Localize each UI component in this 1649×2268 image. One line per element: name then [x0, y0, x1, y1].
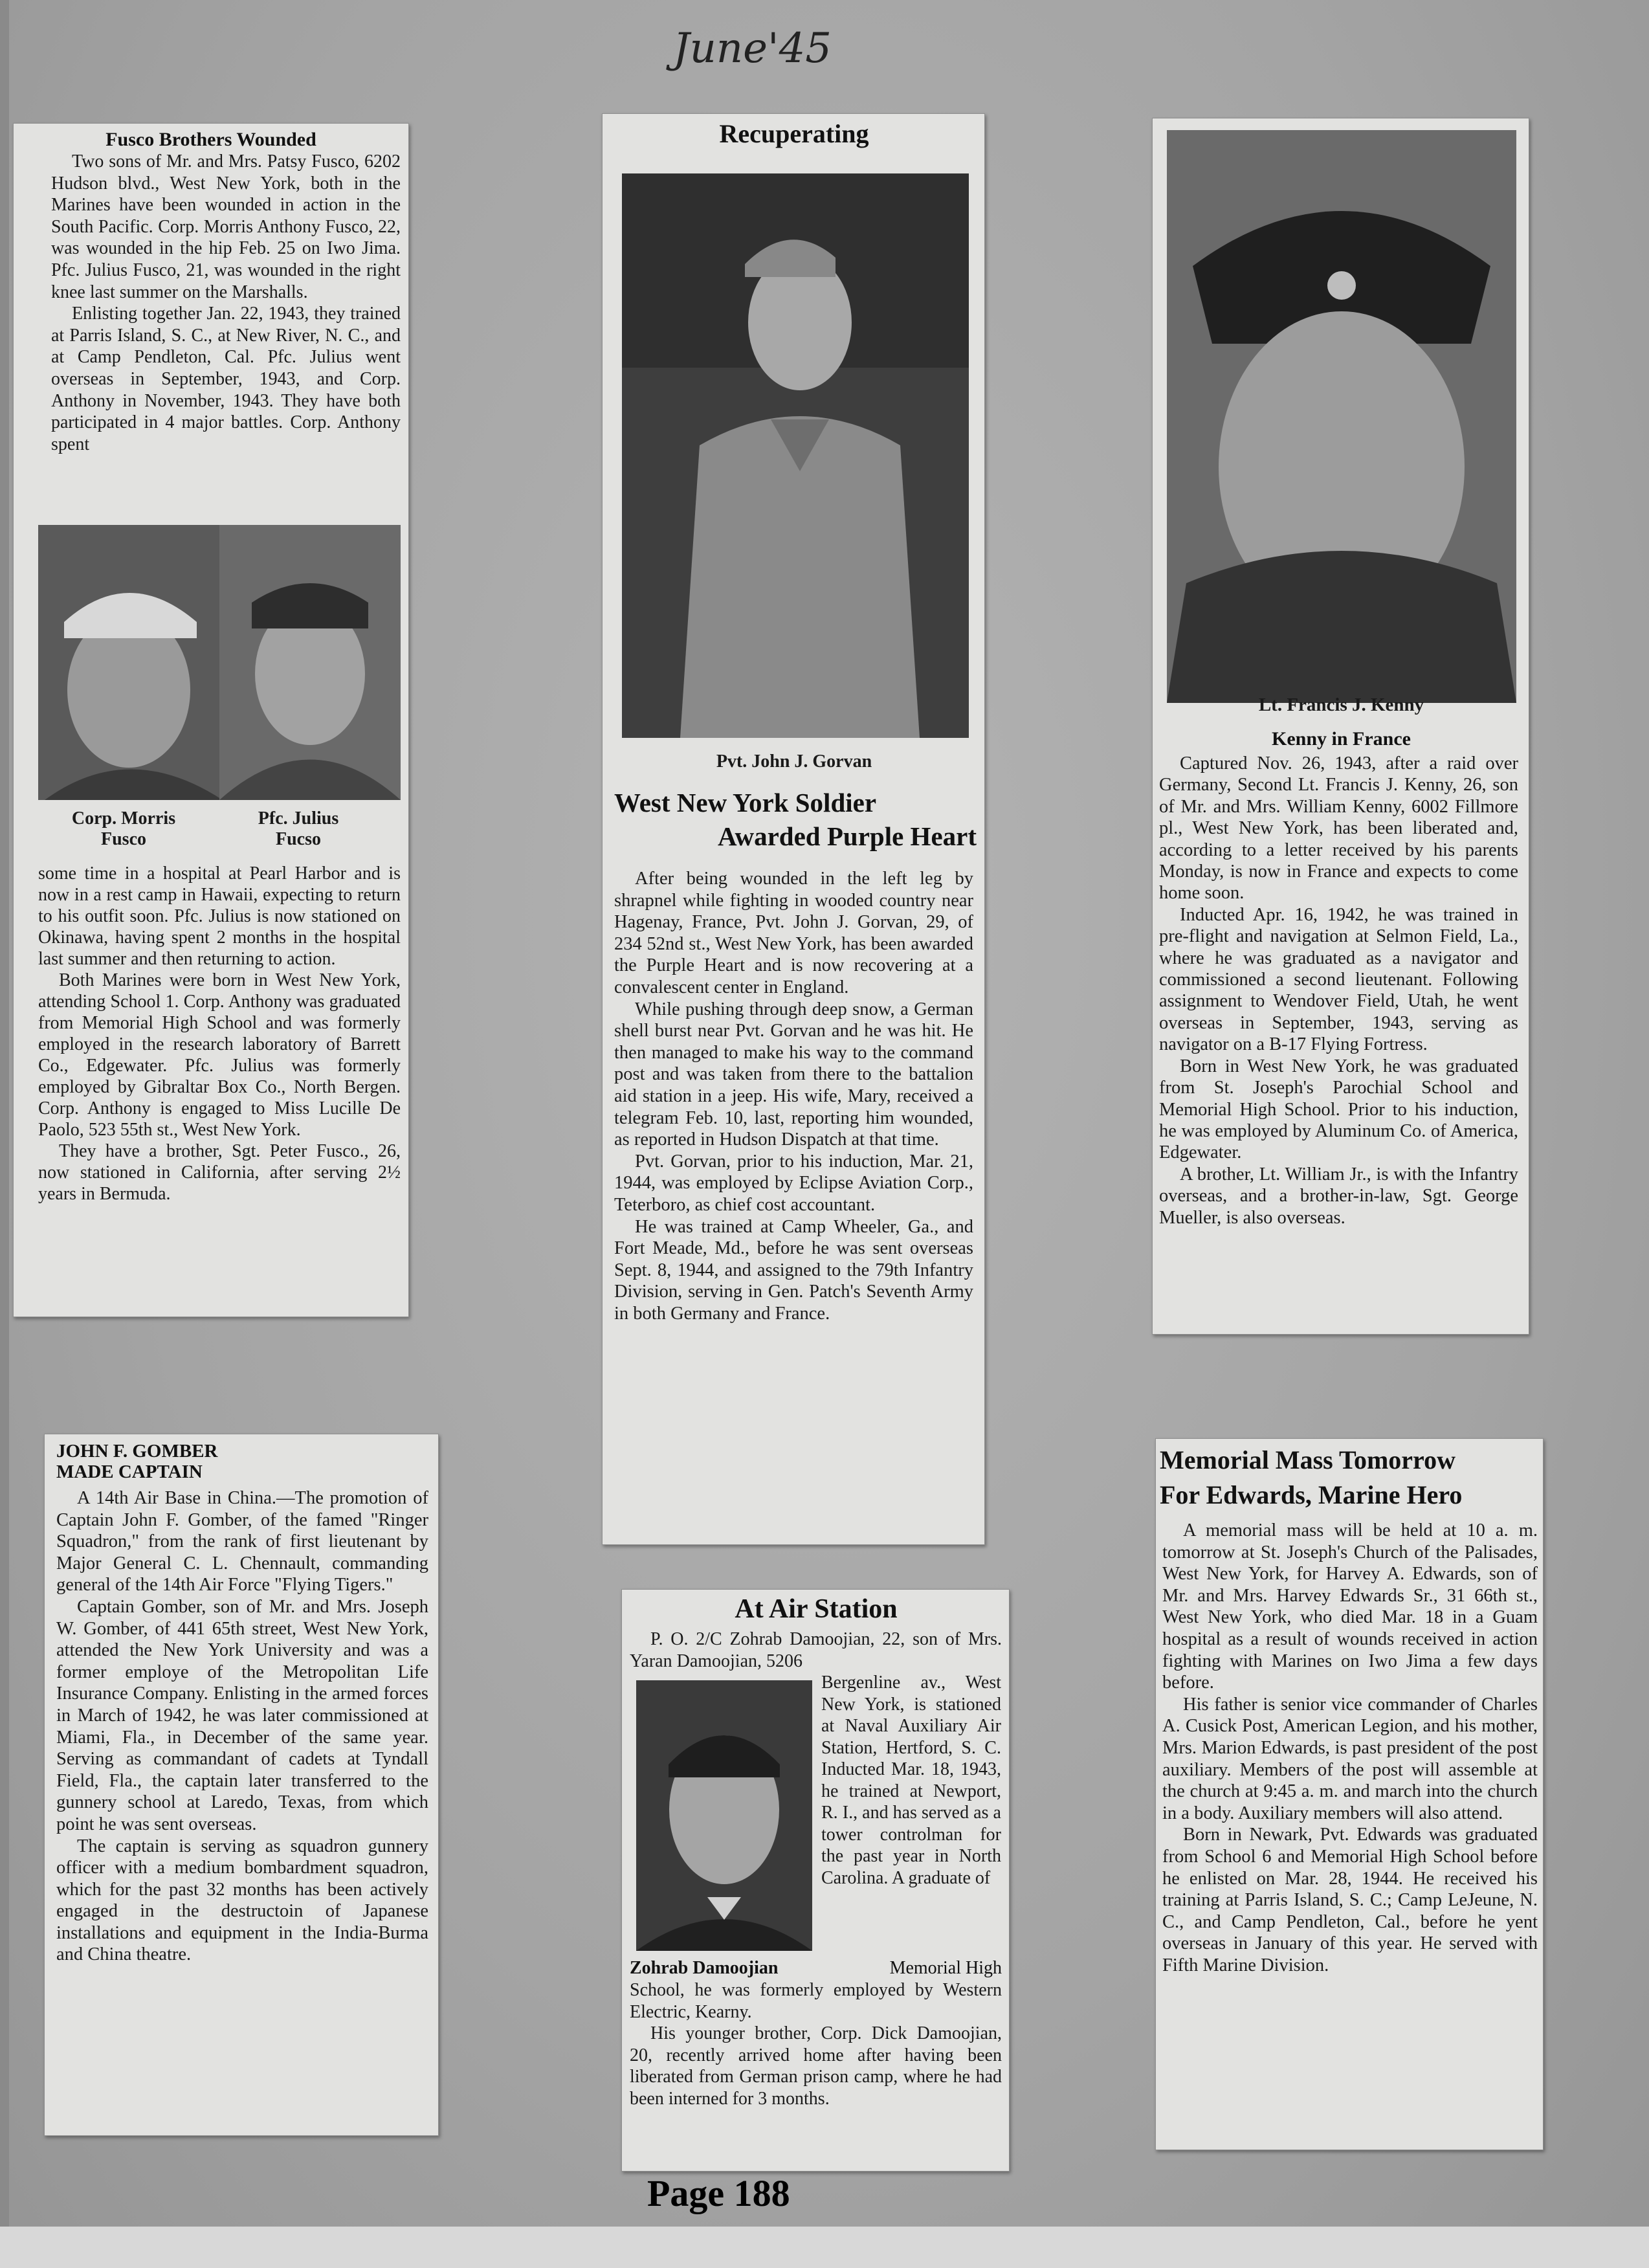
fusco-paragraph: Two sons of Mr. and Mrs. Patsy Fusco, 6202 Hudson blvd., West New York, both in the Marines have been wounded in action in the South Pacific. Corp. Morris Anthony Fusco, 22, was wounded in the hip Feb. 25 on Iwo Jima. Pfc. Julius Fusco, 21, was wounded in the right knee last summer on the Marshalls.	[51, 151, 401, 302]
clipping-gomber-made-captain	[44, 1434, 439, 2136]
kenny-paragraph: A brother, Lt. William Jr., is with the Infantry overseas, and a brother-in-law, Sgt. George Mueller, is also overseas.	[1159, 1164, 1518, 1228]
edwards-paragraph: A memorial mass will be held at 10 a. m. tomorrow at St. Joseph's Church of the Palisades, West New York, for Harvey A. Edwards, son of Mr. and Mrs. Harvey Edwards Sr., 31 66th st., West New York, who died Mar. 18 in a Guam hospital as a result of wounds received in action fighting with Marines on Iwo Jima a few days before.	[1162, 1520, 1538, 1693]
gorvan-paragraph: While pushing through deep snow, a German shell burst near Pvt. Gorvan and he was hit. He then managed to make his way to the command post and was taken from there to the battalion aid station in a jeep. His wife, Mary, received a telegram Feb. 10, last, reporting him wounded, as reported in Hudson Dispatch at that time.	[614, 999, 973, 1150]
gorvan-body	[614, 868, 973, 1324]
fusco-body-bottom	[38, 863, 401, 1205]
edwards-paragraph: Born in Newark, Pvt. Edwards was graduated from School 6 and Memorial High School before he enlisted on Mar. 28, 1944. He received his training at Parris Island, S. C.; Camp LeJeune, N. C., and Camp Pendleton, Cal., before he yent overseas in January of this year. He served with Fifth Marine Division.	[1162, 1825, 1538, 1975]
gorvan-headline-line2: Awarded Purple Heart	[717, 821, 977, 851]
gomber-paragraph: A 14th Air Base in China.—The promotion of Captain John F. Gomber, of the famed "Ringer Squadron," from the rank of first lieutenant by Major General C. L. Chennault, commanding general of the 14th Air Force "Flying Tigers."	[56, 1488, 428, 1595]
clipping-gorvan-purple-heart	[602, 113, 985, 1545]
damoojian-intro: P. O. 2/C Zohrab Damoojian, 22, son of Mrs. Yaran Damoojian, 5206	[630, 1629, 1002, 1671]
gomber-headline-line2: MADE CAPTAIN	[56, 1462, 203, 1482]
edwards-headline-line2: For Edwards, Marine Hero	[1160, 1480, 1463, 1509]
caption-zohrab-damoojian: Zohrab Damoojian	[630, 1958, 779, 1978]
edwards-body	[1162, 1520, 1538, 1976]
album-page-edge	[0, 0, 9, 2268]
photo-francis-kenny	[1167, 130, 1516, 703]
clipping-kenny-in-france	[1152, 118, 1529, 1335]
kenny-paragraph: Captured Nov. 26, 1943, after a raid over Germany, Second Lt. Francis J. Kenny, 26, son of Mr. and Mrs. William Kenny, 6002 Fillmore pl., West New York, has been liberated and, according to a letter received by his parents Monday, is now in France and expects to come home soon.	[1159, 753, 1518, 904]
kenny-paragraph: Inducted Apr. 16, 1942, he was trained in pre-flight and navigation at Selmon Field, La., where he was graduated as a navigator and commissioned a second lieutenant. Following assignment to Wendover Field, Utah, he went overseas in September, 1943, serving as navigator on a B-17 Flying Fortress.	[1159, 904, 1518, 1055]
damoojian-side-text: Bergenline av., West New York, is stationed at Naval Auxiliary Air Station, Hertford, S. C. Inducted Mar. 18, 1943, he trained at Newport, R. I., and has served as a tower controlman for the past year in North Carolina. A graduate of	[821, 1673, 1001, 1888]
kenny-paragraph: Born in West New York, he was graduated from St. Joseph's Parochial School and Memorial High School. Prior to his induction, he was employed by Aluminum Co. of America, Edgewater.	[1159, 1056, 1518, 1163]
damoojian-paragraph: School, he was formerly employed by Western Electric, Kearny.	[630, 1980, 1002, 2022]
gorvan-paragraph: He was trained at Camp Wheeler, Ga., and Fort Meade, Md., before he was sent overseas Sept. 8, 1944, and assigned to the 79th Infantry Division, serving in Gen. Patch's Seventh Army in both Germany and France.	[614, 1216, 973, 1324]
photo-zohrab-damoojian	[636, 1680, 812, 1951]
clipping-fusco-brothers	[13, 123, 409, 1317]
fusco-paragraph: some time in a hospital at Pearl Harbor and is now in a rest camp in Hawaii, expecting to return to his outfit soon. Pfc. Julius is now stationed on Okinawa, having spent 2 months in the hospital last summer and then returning to action.	[38, 863, 401, 969]
kenny-headline: Kenny in France	[1272, 728, 1411, 750]
photo-morris-fusco	[38, 525, 227, 800]
damoojian-paragraph: His younger brother, Corp. Dick Damoojian, 20, recently arrived home after having been liberated from German prison camp, where he had been interned for 3 months.	[630, 2023, 1002, 2109]
edwards-headline-line1: Memorial Mass Tomorrow	[1160, 1445, 1455, 1474]
damoojian-headline: At Air Station	[735, 1594, 898, 1624]
fusco-paragraph: Enlisting together Jan. 22, 1943, they trained at Parris Island, S. C., at New River, N. C., and at Camp Pendleton, Cal. Pfc. Julius went overseas in September, 1943, and Corp. Anthony in November, 1943. They have both participated in 4 major battles. Corp. Anthony spent	[51, 304, 401, 454]
caption-john-gorvan: Pvt. John J. Gorvan	[716, 751, 872, 772]
caption-morris-fusco: Corp. Morris Fusco	[71, 808, 176, 849]
handwritten-date: June'45	[673, 25, 832, 72]
fusco-paragraph: They have a brother, Sgt. Peter Fusco., 26, now stationed in California, after serving 2½ years in Bermuda.	[38, 1141, 401, 1204]
edwards-paragraph: His father is senior vice commander of Charles A. Cusick Post, American Legion, and his mother, Mrs. Marion Edwards, is past president of the post auxiliary. Members of the post will assemble at the church at 9:45 a. m. and march into the church in a body. Auxiliary members will also attend.	[1162, 1694, 1538, 1823]
photo-john-gorvan	[622, 173, 969, 738]
caption-julius-fusco: Pfc. Julius Fucso	[258, 808, 339, 849]
clipping-edwards-memorial-mass	[1155, 1438, 1544, 2150]
gorvan-headline-line1: West New York Soldier	[614, 788, 877, 817]
fusco-body-top	[51, 151, 401, 455]
scan-bottom-strip	[0, 2227, 1649, 2268]
photo-julius-fusco	[219, 525, 401, 800]
gorvan-paragraph: After being wounded in the left leg by shrapnel while fighting in wooded country near Hagenay, France, Pvt. John J. Gorvan, 29, of 234 52nd st., West New York, has been awarded the Purple Heart and is now recovering at a convalescent center in England.	[614, 869, 973, 997]
gomber-paragraph: The captain is serving as squadron gunnery officer with a medium bombardment squadron, which for the past 32 months has been actively engaged in the destructoin of Japanese installations and equipment in the India-Burma and China theatre.	[56, 1836, 428, 1965]
fusco-paragraph: Both Marines were born in West New York, attending School 1. Corp. Anthony was graduated from Memorial High School and was formerly employed in the research laboratory of Barrett Co., Edgewater. Pfc. Julius was formerly employed by Gibraltar Box Co., North Bergen. Corp. Anthony is engaged to Miss Lucille De Paolo, 523 55th st., West New York.	[38, 970, 401, 1140]
gomber-body	[56, 1487, 428, 1966]
fusco-headline: Fusco Brothers Wounded	[105, 129, 316, 150]
caption-francis-kenny: Lt. Francis J. Kenny	[1258, 695, 1424, 715]
damoojian-caption-row	[630, 1957, 1002, 1979]
damoojian-caption-tail: Memorial High	[889, 1958, 1002, 1978]
gomber-paragraph: Captain Gomber, son of Mr. and Mrs. Joseph W. Gomber, of 441 65th street, West New York, attended the New York University and was a former employe of the Metropolitan Life Insurance Company. Enlisting in the armed forces in March of 1942, he was later commissioned at Miami, Fla., in December of the same year. Serving as commandant of cadets at Tyndall Field, Fla., the captain later transferred to the gunnery school at Laredo, Texas, from which point he was sent overseas.	[56, 1596, 428, 1834]
gorvan-kicker: Recuperating	[719, 119, 869, 148]
page-number: Page 188	[647, 2172, 790, 2214]
damoojian-body	[630, 1979, 1002, 2109]
kenny-body	[1159, 753, 1518, 1228]
gorvan-paragraph: Pvt. Gorvan, prior to his induction, Mar. 21, 1944, was employed by Eclipse Aviation Corp., Teterboro, as chief cost accountant.	[614, 1151, 973, 1215]
gomber-headline-line1: JOHN F. GOMBER	[56, 1441, 218, 1462]
clipping-damoojian-air-station	[621, 1589, 1010, 2172]
